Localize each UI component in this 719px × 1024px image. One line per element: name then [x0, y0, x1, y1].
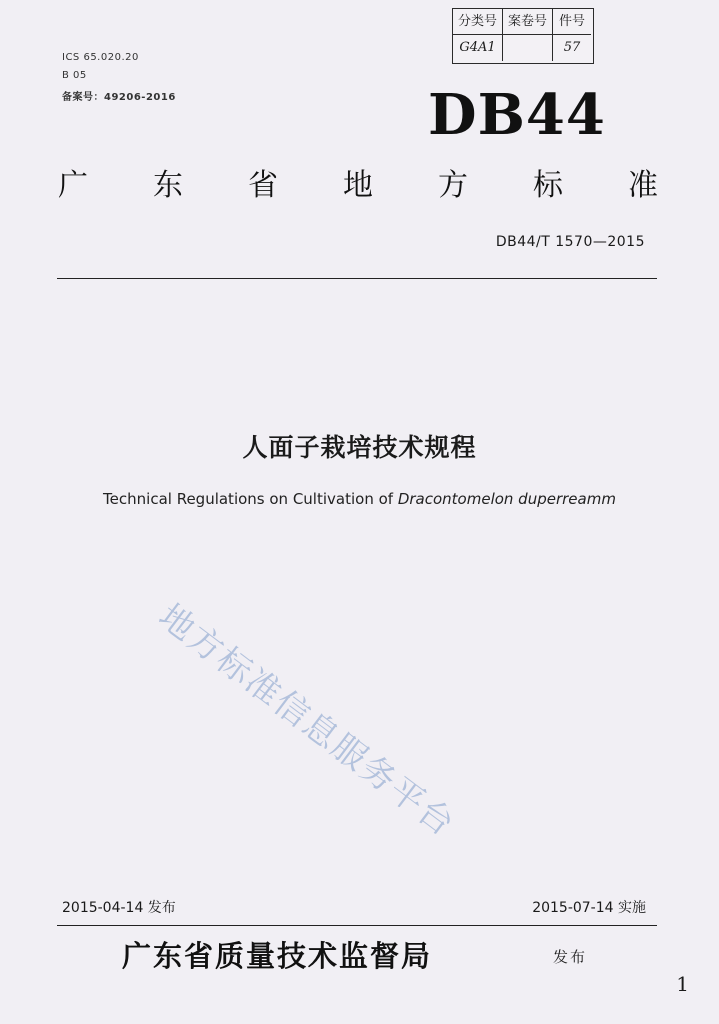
standard-type-char: 地	[343, 168, 373, 203]
stamp-header-classification: 分类号	[453, 9, 503, 35]
ics-code: ICS 65.020.20	[62, 52, 139, 63]
stamp-value-file	[503, 35, 553, 61]
watermark: 地方标准信息服务平台	[151, 596, 463, 845]
footer-divider	[57, 925, 657, 926]
publish-label: 发布	[553, 948, 588, 966]
record-number: 备案号：49206-2016	[62, 92, 176, 103]
ccs-code: B 05	[62, 70, 87, 81]
standard-type	[58, 160, 658, 204]
page-number: 1	[676, 972, 689, 996]
standard-type-char: 准	[628, 168, 658, 203]
effective-date: 2015-07-14 实施	[532, 900, 646, 916]
standard-type-char: 方	[438, 168, 468, 203]
standard-type-char: 省	[248, 168, 278, 203]
publisher: 广东省质量技术监督局	[122, 939, 433, 973]
standard-code-logo: DB44	[428, 82, 606, 148]
standard-type-char: 标	[533, 168, 563, 203]
standard-type-char: 东	[153, 168, 183, 203]
archive-stamp	[452, 8, 594, 64]
document-title-cn: 人面子栽培技术规程	[242, 433, 477, 462]
stamp-value-item: 57	[563, 40, 581, 55]
title-en-species: Dracontomelon duperreamm	[397, 490, 616, 508]
stamp-header-item: 件号	[553, 9, 591, 35]
stamp-value-classification: G4A1	[453, 35, 503, 61]
title-en-prefix: Technical Regulations on Cultivation of	[103, 490, 398, 508]
standard-number: DB44/T 1570—2015	[495, 234, 645, 250]
issue-date: 2015-04-14 发布	[62, 900, 176, 916]
stamp-header-file: 案卷号	[503, 9, 553, 35]
header-divider	[57, 278, 657, 279]
document-title-en	[0, 490, 719, 508]
standard-type-char: 广	[58, 168, 88, 203]
